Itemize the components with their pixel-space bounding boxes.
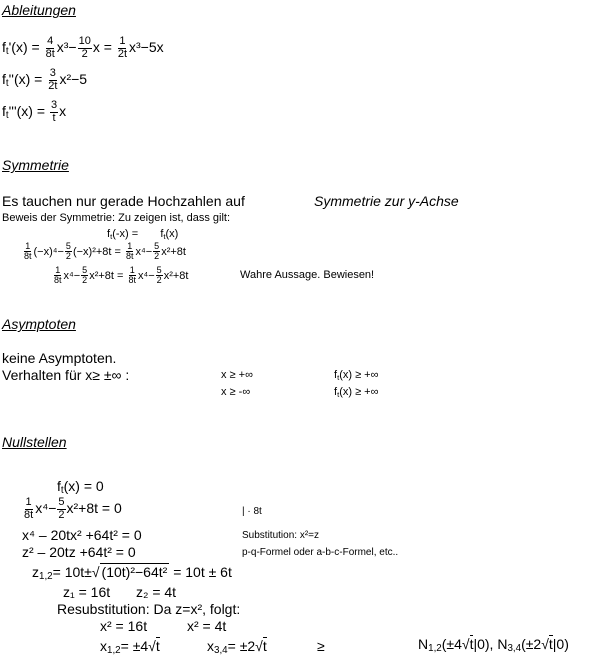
x-to-minus-infinity: x ≥ -∞ (221, 386, 251, 398)
derivative-2: $f_t''(x)$ = $\frac{3}{2t}$ x²−5 (2, 67, 88, 92)
heading-nullstellen: Nullstellen (2, 434, 67, 450)
asymptote-behavior-label: Verhalten für x≥ ±∞ : (2, 367, 130, 383)
multiply-note: | · 8t (242, 506, 262, 517)
substitution-note: Substitution: x²=z (242, 530, 319, 541)
z1-value: z₁ = 16t (63, 584, 111, 600)
sqrt-icon: √ (91, 564, 100, 580)
symmetry-equation-1: $\frac{1}{8t}$ (−x)⁴− $\frac{5}{2}$ (−x)²+8t = $\frac{1}{8t}$ x⁴− $\frac{5}{2}$ x²+8t (24, 241, 186, 262)
zero-equation-quartic: x⁴ – 20tx² +64t² = 0 (22, 527, 142, 543)
sqrt-icon: √ (461, 636, 470, 652)
zero-equation-quadratic: z² – 20tz +64t² = 0 (22, 544, 136, 560)
symmetry-proof-intro: Beweis der Symmetrie: Zu zeigen ist, dass gilt: (2, 212, 231, 224)
derivative-3: $f_t'''(x)$ = $\frac{3}{t}$ x (2, 99, 67, 124)
zero-equation: $f_t(x) = 0$ (57, 478, 104, 496)
x-squared-1: x² = 16t (100, 618, 148, 634)
heading-asymptoten: Asymptoten (2, 316, 76, 332)
x-squared-2: x² = 4t (187, 618, 227, 634)
symmetry-condition: $f_t(-x) = f_t(x)$ (107, 228, 179, 241)
x-to-plus-infinity: x ≥ +∞ (221, 369, 253, 381)
x12-value: $x_{1,2}= \pm 4√t$ (100, 638, 160, 656)
f-limit-plus: $f_t(x)$ ≥ +∞ (334, 369, 379, 382)
f-limit-minus: $f_t(x)$ ≥ +∞ (334, 386, 379, 399)
symmetry-equation-2: $\frac{1}{8t}$ x⁴− $\frac{5}{2}$ x²+8t = $\frac{1}{8t}$ x⁴− $\frac{5}{2}$ x²+8t (54, 265, 189, 286)
formula-note: p-q-Formel oder a-b-c-Formel, etc.. (242, 547, 399, 558)
implies-arrow: ≥ (317, 638, 325, 654)
heading-ableitungen: Ableitungen (2, 2, 76, 18)
zeros-result: $N_{1,2}(\pm 4√t|0)$, $N_{3,4}(\pm 2√t|0)$ (418, 636, 569, 654)
zero-equation-expanded: $\frac{1}{8t}$ x⁴− $\frac{5}{2}$ x²+8t = 0 (24, 496, 122, 521)
symmetry-statement: Es tauchen nur gerade Hochzahlen auf (2, 193, 245, 209)
asymptote-none: keine Asymptoten. (2, 350, 117, 366)
z2-value: z₂ = 4t (136, 584, 177, 600)
heading-symmetrie: Symmetrie (2, 157, 69, 173)
sqrt-icon: √ (255, 638, 263, 654)
derivative-1: $f_t'(x)$ = $\frac{4}{8t}$ x³− $\frac{10}{2}$ x = $\frac{1}{2t}$ x³−5x (2, 35, 164, 60)
symmetry-result: Symmetrie zur y-Achse (314, 193, 459, 209)
sqrt-icon: √ (148, 638, 156, 654)
resubstitution: Resubstitution: Da z=x², folgt: (57, 601, 241, 617)
x34-value: $x_{3,4}= \pm 2√t$ (207, 638, 267, 656)
z-solution-formula: $z_{1,2}= 10t\pm√$ (10t)²−64t² = 10t ± 6t (32, 564, 232, 582)
symmetry-proof-result: Wahre Aussage. Bewiesen! (240, 269, 375, 281)
sqrt-icon: √ (541, 636, 549, 652)
